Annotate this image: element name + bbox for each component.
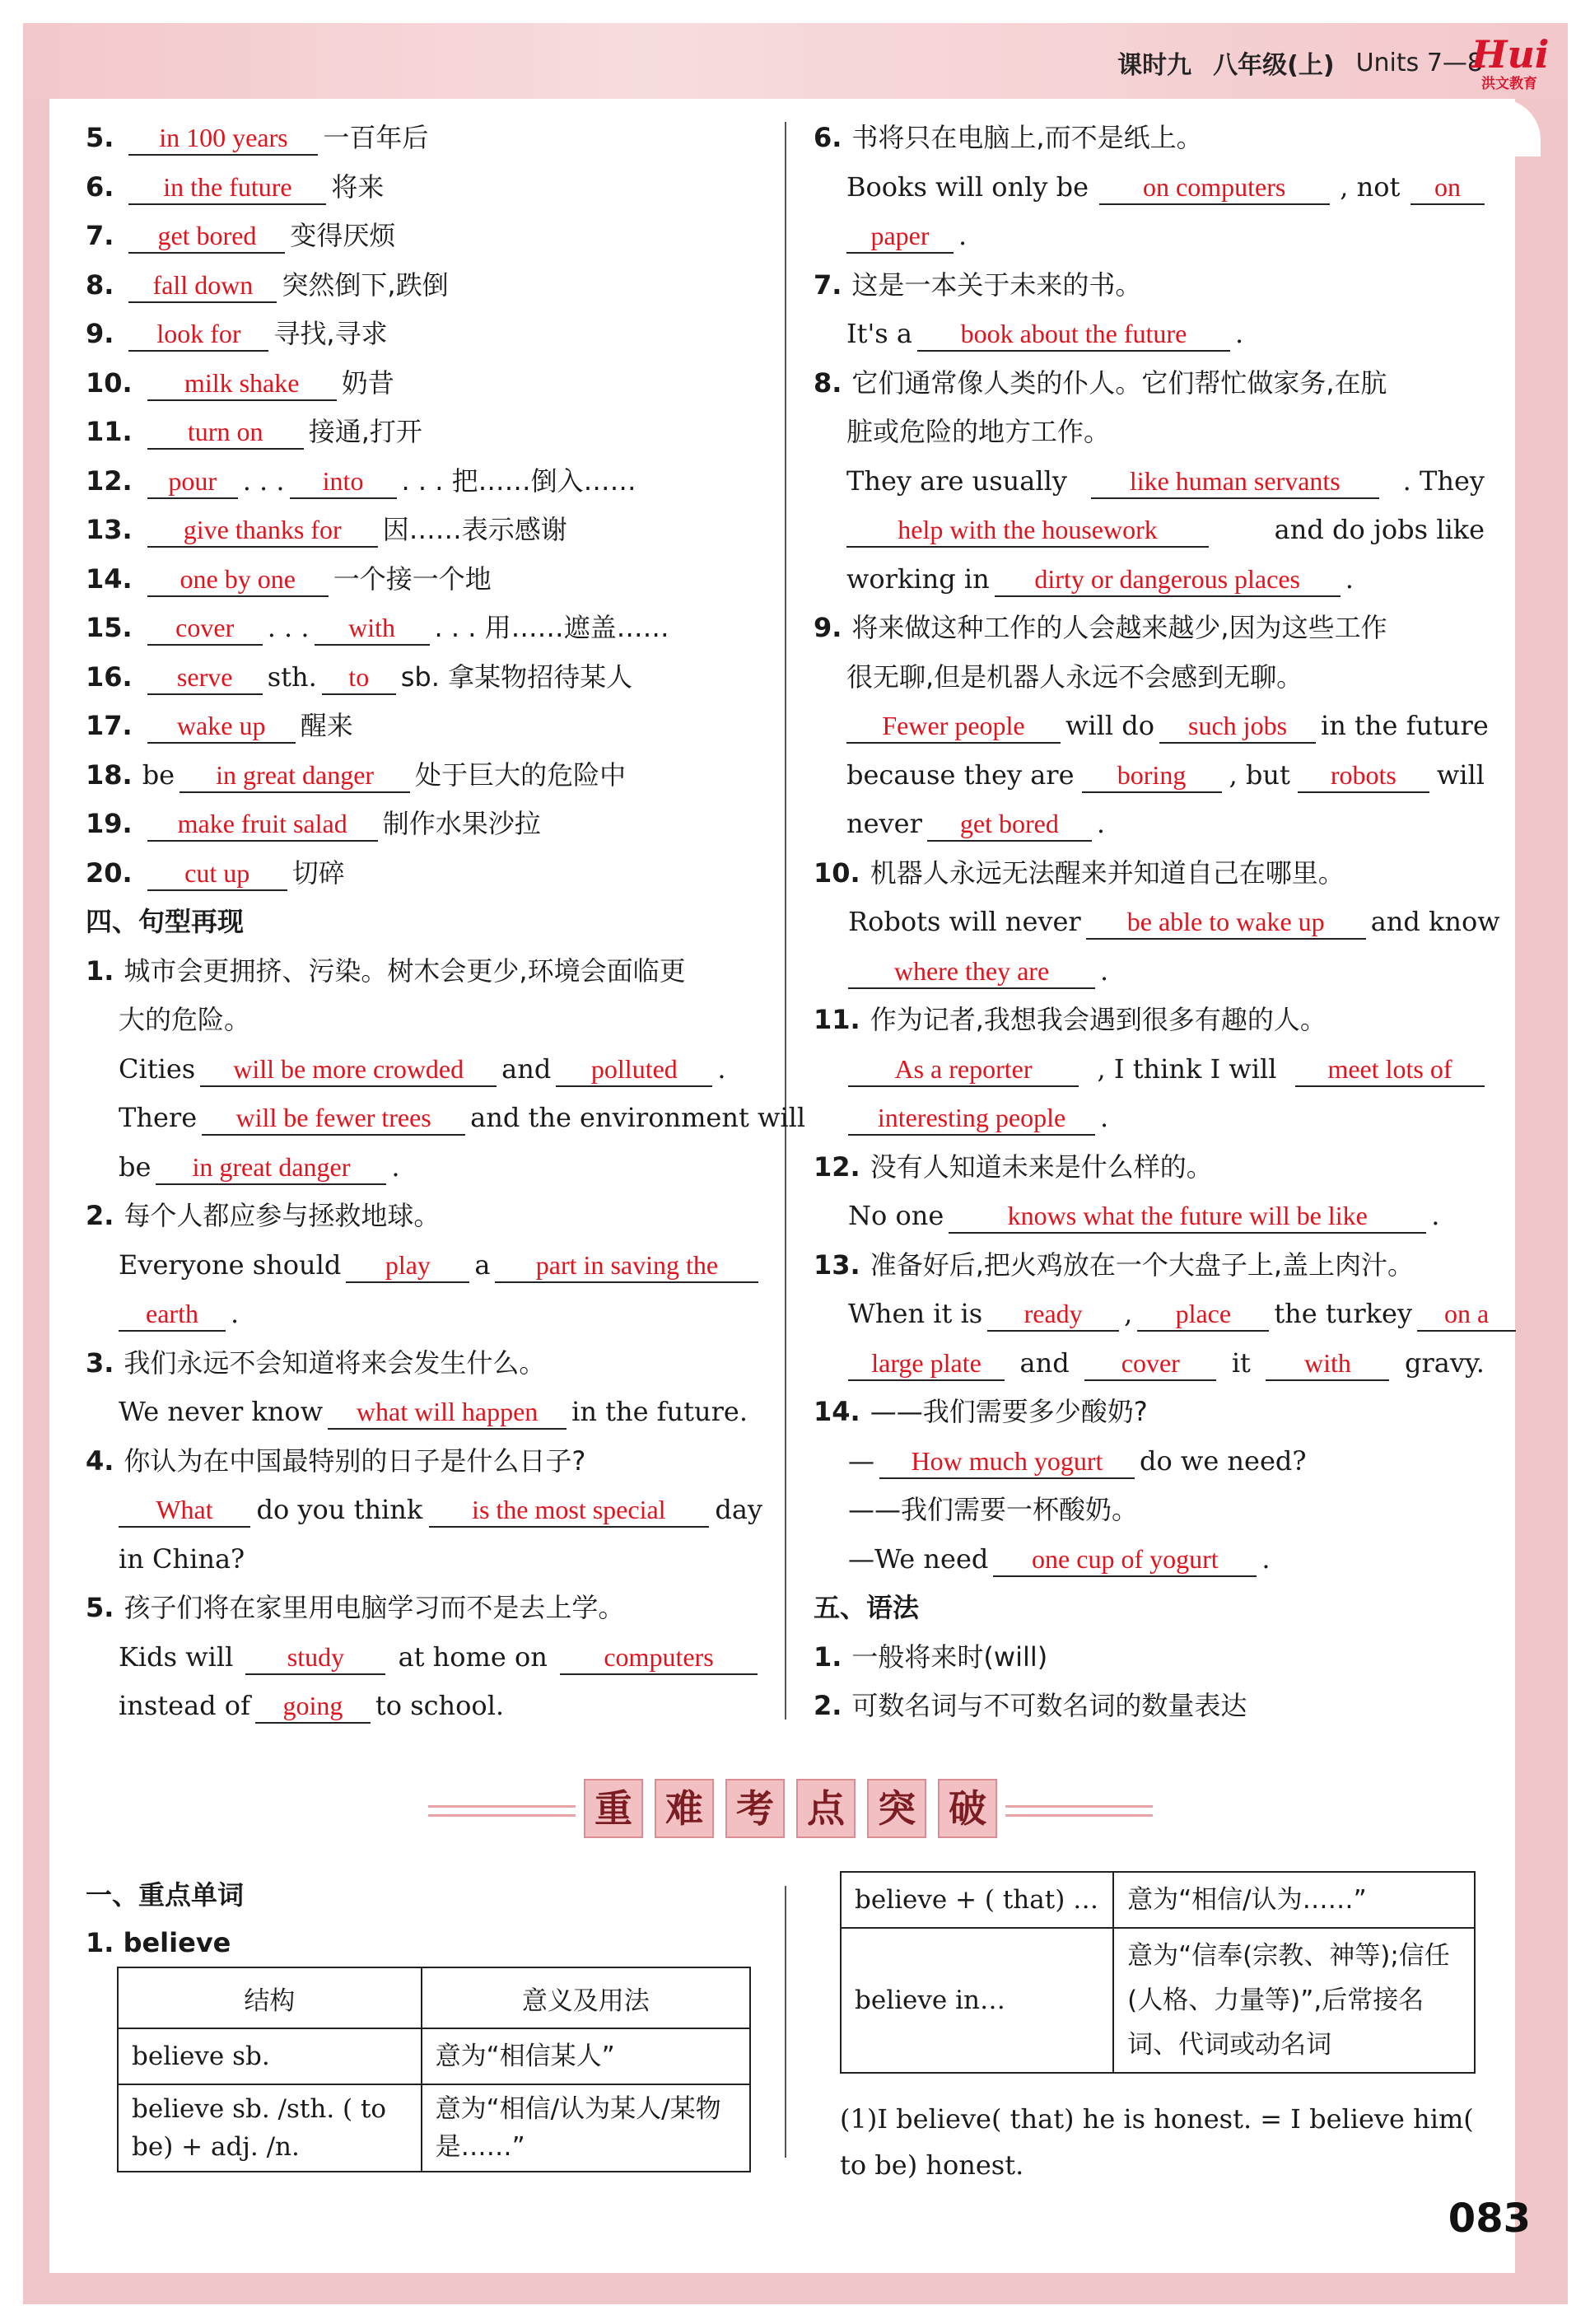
sentence-answer: paper . [814, 212, 1485, 261]
phrase-item: 13. give thanks for 因……表示感谢 [86, 506, 762, 555]
sentence-prompt: 8. 它们通常像人类的仆人。它们帮忙做家务,在肮 [814, 366, 1387, 399]
table-cell: believe in… [841, 1928, 1113, 2073]
banner-char: 重 [584, 1779, 643, 1838]
sentence-answer: As a reporter , I think I will meet lots of [814, 1045, 1485, 1094]
table-row [118, 2028, 750, 2084]
phrase-item: 18. be in great danger 处于巨大的危险中 [86, 751, 762, 800]
sentence-answer: When it is ready , place the turkey on a [814, 1290, 1485, 1339]
banner-char: 破 [938, 1779, 997, 1838]
table-cell: 意为“相信/认为……” [1113, 1872, 1475, 1928]
sentence-prompt: 13. 准备好后,把火鸡放在一个大盘子上,盖上肉汁。 [814, 1248, 1415, 1281]
sentence-answer: Robots will never be able to wake up and know [814, 898, 1485, 947]
sentence-prompt-cont: 很无聊,但是机器人永远不会感到无聊。 [846, 660, 1303, 693]
sentence-prompt: 3. 我们永远不会知道将来会发生什么。 [86, 1346, 546, 1379]
sentence-answer: be in great danger . [86, 1143, 762, 1192]
table-row [841, 1872, 1475, 1928]
grade-label: 八年级(上) [1213, 51, 1335, 80]
sentence-answer: We never know what will happen in the future. [86, 1388, 762, 1437]
sentence-answer: What do you think is the most special day [86, 1486, 762, 1535]
table-row [118, 2084, 750, 2172]
banner-char: 点 [796, 1779, 856, 1838]
sentence-answer: Everyone should play a part in saving the [86, 1241, 762, 1290]
sentence-prompt: 12. 没有人知道未来是什么样的。 [814, 1150, 1213, 1183]
sentence-prompt: 6. 书将只在电脑上,而不是纸上。 [814, 122, 1203, 153]
table-header-row [118, 1967, 750, 2028]
sentence-answer: never get bored . [814, 800, 1485, 849]
sentence-prompt-cont: 脏或危险的地方工作。 [846, 416, 1111, 447]
sentence-prompt: 9. 将来做这种工作的人会越来越少,因为这些工作 [814, 612, 1387, 643]
phrase-item: 16. serve sth. to sb. 拿某物招待某人 [86, 653, 762, 702]
section-heading: 四、句型再现 [86, 906, 245, 937]
sentence-answer: Cities will be more crowded and polluted . [86, 1045, 762, 1094]
sentence-prompt: 11. 作为记者,我想我会遇到很多有趣的人。 [814, 1004, 1327, 1035]
phrase-list [86, 114, 762, 457]
phrase-item: 19. make fruit salad 制作水果沙拉 [86, 800, 762, 849]
sentence-answer: earth . [86, 1290, 762, 1339]
phrase-item: 20. cut up 切碎 [86, 849, 762, 898]
column-divider-lower [785, 1886, 786, 2158]
phrase-item: 8. fall down 突然倒下,跌倒 [86, 261, 762, 310]
sentence-prompt-cont: 大的危险。 [119, 1004, 251, 1035]
sentence-answer: Fewer people will do such jobs in the future [814, 702, 1485, 751]
sentence-prompt: 2. 每个人都应参与拯救地球。 [86, 1200, 441, 1231]
sentence-answer: Kids will study at home on computers [86, 1633, 762, 1682]
banner-title [576, 1779, 1005, 1838]
sentence-answer: They are usually like human servants . They [814, 457, 1485, 506]
usage-table [117, 1967, 751, 2172]
table-cell: 意为“信奉(宗教、神等);信任(人格、力量等)”,后常接名词、代词或动名词 [1113, 1928, 1475, 2073]
phrase-item: 7. get bored 变得厌烦 [86, 212, 762, 261]
banner-char: 考 [725, 1779, 785, 1838]
sentence-answer: — How much yogurt do we need? [814, 1437, 1485, 1486]
sentence-answer: No one knows what the future will be like . [814, 1192, 1485, 1241]
grammar-item: 1. 一般将来时(will) [814, 1640, 1048, 1673]
sentence-prompt: 10. 机器人永远无法醒来并知道自己在哪里。 [814, 856, 1345, 889]
table-header: 结构 [118, 1967, 422, 2028]
banner-char: 突 [867, 1779, 926, 1838]
phrase-item: 15. cover . . . with . . . 用……遮盖…… [86, 604, 762, 653]
key-points [86, 1871, 761, 1967]
table-cell: believe sb. [118, 2028, 422, 2084]
phrase-item: 17. wake up 醒来 [86, 702, 762, 751]
section-heading: 一、重点单词 [86, 1879, 245, 1911]
sentence-prompt: 5. 孩子们将在家里用电脑学习而不是去上学。 [86, 1592, 625, 1623]
sentence-answer: help with the housework and do jobs like [814, 506, 1485, 555]
phrase-item: 6. in the future 将来 [86, 163, 762, 212]
table-row [841, 1928, 1475, 2073]
sentence-answer: where they are . [814, 947, 1485, 996]
page-header [1117, 36, 1483, 89]
example-sentence: (1)I believe( that) he is honest. = I believe him( to be) honest. [840, 2103, 1474, 2181]
sentence-answer: working in dirty or dangerous places . [814, 555, 1485, 604]
table-cell: 意为“相信某人” [422, 2028, 750, 2084]
left-column [86, 114, 806, 1731]
grammar-item: 2. 可数名词与不可数名词的数量表达 [814, 1690, 1247, 1721]
sentence-answer: interesting people . [814, 1094, 1485, 1143]
sentence-prompt: 14. ——我们需要多少酸奶? [814, 1396, 1148, 1427]
sentence-prompt: 7. 这是一本关于未来的书。 [814, 268, 1142, 301]
table-cell: believe + ( that) … [841, 1872, 1113, 1928]
sentence-answer: large plate and cover it with gravy. [814, 1339, 1485, 1388]
phrase-item: 11. turn on 接通,打开 [86, 408, 762, 457]
sentence-answer: instead of going to school. [86, 1682, 762, 1731]
table-cell: believe sb. /sth. ( to be) + adj. /n. [118, 2084, 422, 2172]
sentence-answer: in China? [119, 1542, 245, 1575]
phrase-item: 12. pour . . . into . . . 把……倒入…… [86, 457, 762, 506]
sentence-prompt-cont: ——我们需要一杯酸奶。 [848, 1494, 1139, 1525]
sentence-answer: Books will only be on computers , not on [814, 163, 1485, 212]
right-column [814, 114, 1500, 1731]
sentence-answer: It's a book about the future . [814, 310, 1485, 359]
sentence-prompt: 1. 城市会更拥挤、污染。树木会更少,环境会面临更 [86, 954, 686, 987]
table-header: 意义及用法 [422, 1967, 750, 2028]
phrase-item: 14. one by one 一个接一个地 [86, 555, 762, 604]
column-divider [785, 122, 786, 1720]
banner-char: 难 [655, 1779, 714, 1838]
units-label: Units 7—8 [1355, 48, 1483, 77]
sentence-answer: —We need one cup of yogurt . [814, 1535, 1485, 1584]
word-heading: 1. believe [86, 1927, 231, 1958]
publisher-logo: Hui 洪文教育 [1471, 32, 1550, 92]
lesson-label: 课时九 [1117, 51, 1192, 80]
sentence-answer: because they are boring , but robots will [814, 751, 1485, 800]
sentence-answer: There will be fewer trees and the environment will [86, 1094, 762, 1143]
usage-table-continued [840, 1871, 1476, 2074]
table-cell: 意为“相信/认为某人/某物是……” [422, 2084, 750, 2172]
phrase-item: 9. look for 寻找,寻求 [86, 310, 762, 359]
phrase-item: 10. milk shake 奶昔 [86, 359, 762, 408]
phrase-item: 5. in 100 years 一百年后 [86, 114, 762, 163]
sentence-prompt: 4. 你认为在中国最特别的日子是什么日子? [86, 1444, 586, 1477]
page-number: 083 [1448, 2196, 1531, 2242]
section-heading: 五、语法 [814, 1592, 920, 1623]
section-banner [428, 1772, 1153, 1845]
